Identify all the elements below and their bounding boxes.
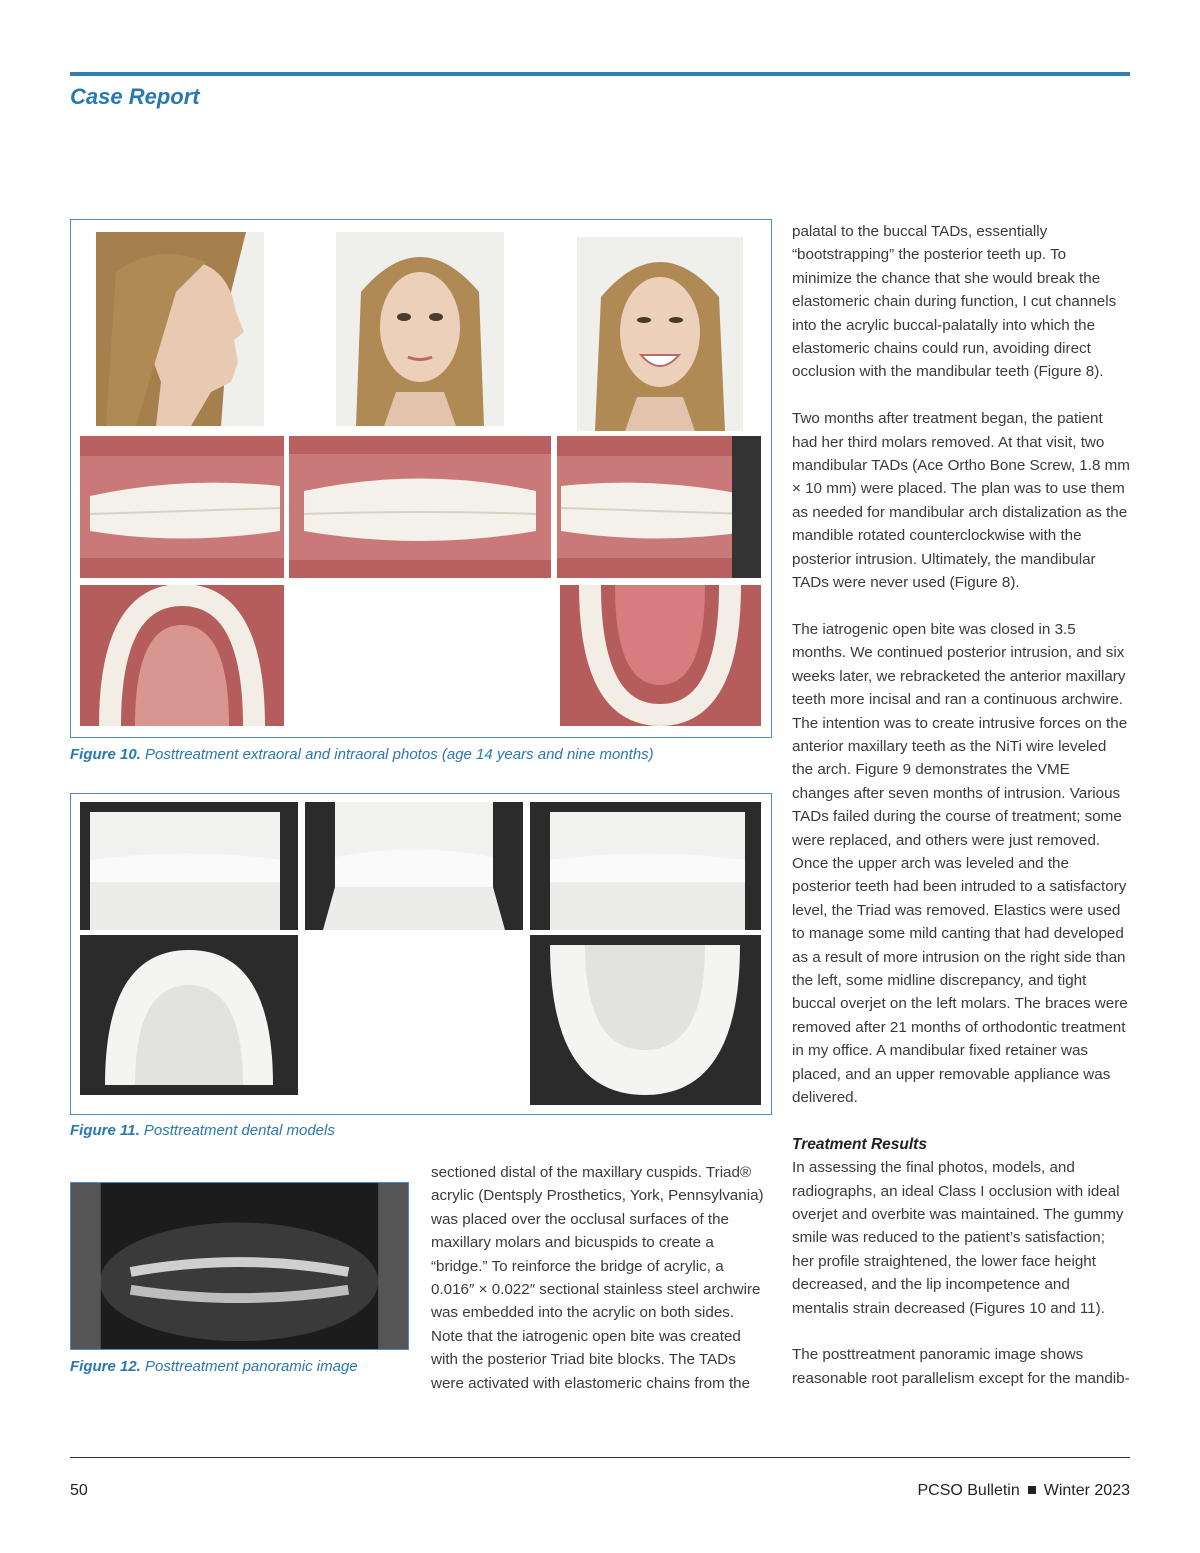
figure-12-caption [70,1358,358,1375]
figure-10-caption [70,746,654,763]
square-bullet-icon [1028,1486,1036,1494]
profile-face-photo [96,232,264,426]
model-frontal-photo [305,802,523,930]
maxillary-model-photo [80,935,298,1095]
figure-10-label: Figure 10. [70,746,141,763]
figure-12-label: Figure 12. [70,1358,141,1375]
figure-10-text: Posttreatment extraoral and intraoral photos (age 14 years and nine months) [145,746,654,763]
intraoral-frontal-photo [289,436,551,578]
maxillary-occlusal-photo [80,585,284,726]
right-paragraph-5: The posttreatment panoramic image shows reasonable root parallelism except for the mandib- [792,1346,1130,1387]
figure-11-text: Posttreatment dental models [143,1122,335,1139]
right-text-column [792,220,1130,1414]
journal-footer [917,1482,1130,1500]
figure-11-caption [70,1122,335,1139]
mandibular-occlusal-photo [560,585,761,726]
intraoral-left-photo [557,436,761,578]
middle-paragraph: sectioned distal of the maxillary cuspids. Triad® acrylic (Dentsply Prosthetics, York, Pennsylvania) was placed over the occlusal surfaces of the maxillary molars and bicuspids to create a “bridge.” To reinforce the bridge of acrylic, a 0.016″ × 0.022″ sectional stainless steel archwire was embedded into the acrylic on both sides. Note that the iatrogenic open bite was created with the posterior Triad bite blocks. The TADs were activated with elastomeric chains from the [431,1164,764,1392]
model-right-photo [80,802,298,930]
footer-rule [70,1457,1130,1458]
middle-text-column [431,1161,768,1418]
journal-name: PCSO Bulletin [917,1482,1020,1499]
header-rule [70,72,1130,76]
model-left-photo [530,802,761,930]
right-paragraph-3: The iatrogenic open bite was closed in 3.5 months. We continued posterior intrusion, and six weeks later, we rebracketed the anterior maxillary teeth more incisal and ran a continuous archwire. The intention was to create intrusive forces on the anterior maxillary teeth as the NiTi wire leveled the arch. Figure 9 demonstrates the VME changes after seven months of intrusion. Various TADs failed during the course of treatment; some were replaced, and others were just removed. Once the upper arch was leveled and the posterior teeth had been intruded to a satisfactory level, the Triad was removed. Elastics were used to manage some mild canting that had developed as a result of more intrusion on the right side than the left, some midline discrepancy, and tight buccal overjet on the left molars. The braces were removed after 21 months of orthodontic treatment in my office. A mandibular fixed retainer was placed, and an upper removable appliance was delivered. [792,620,1128,1106]
intraoral-right-photo [80,436,284,578]
mandibular-model-photo [530,935,761,1105]
panoramic-xray-image [70,1182,409,1350]
treatment-results-heading: Treatment Results [792,1135,927,1153]
figure-11-label: Figure 11. [70,1122,140,1139]
right-paragraph-1: palatal to the buccal TADs, essentially “bootstrapping” the posterior teeth up. To minimize the chance that she would break the elastomeric chain during function, I cut channels into the acrylic buccal-palatally into which the elastomeric chains could run, avoiding direct occlusion with the mandibular teeth (Figure 8). [792,223,1117,381]
page-number: 50 [70,1482,88,1499]
right-paragraph-2: Two months after treatment began, the patient had her third molars removed. At that visit, two mandibular TADs (Ace Ortho Bone Screw, 1.8 mm × 10 mm) were placed. The plan was to use them as needed for mandibular arch distalization as the mandible rotated counterclockwise with the posterior intrusion. Ultimately, the mandibular TADs were never used (Figure 8). [792,410,1130,592]
section-title: Case Report [70,84,200,109]
right-paragraph-4: In assessing the final photos, models, and radiographs, an ideal Class I occlusion with ideal overjet and overbite was maintained. The gummy smile was reduced to the patient’s satisfaction; her profile straightened, the lower face height decreased, and the lip incompetence and mentalis strain decreased (Figures 10 and 11). [792,1159,1124,1317]
smiling-face-photo [577,237,743,431]
journal-issue: Winter 2023 [1043,1482,1130,1499]
figure-12-text: Posttreatment panoramic image [145,1358,358,1375]
frontal-face-photo [336,232,504,426]
